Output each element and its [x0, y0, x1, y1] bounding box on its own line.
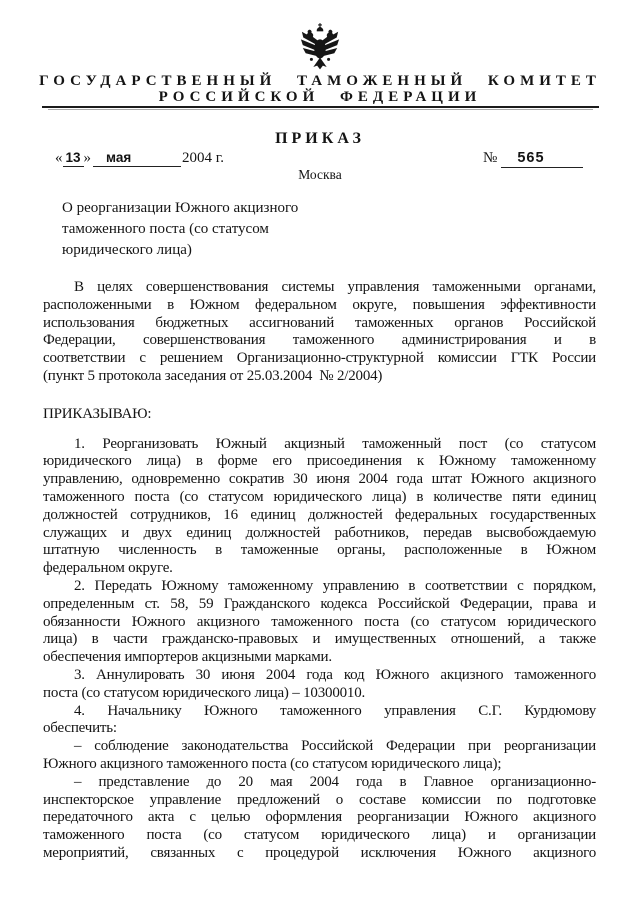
body-line: таможенного поста (со статусом юридического лица) в количестве пяти единиц — [43, 488, 596, 505]
body-line: передаточного акта с целью оформления реорганизации Южного акцизного — [43, 809, 596, 826]
subject-line: таможенного поста (со статусом — [62, 221, 269, 237]
order-item-2 — [43, 578, 596, 667]
body-line: 4. Начальнику Южного таможенного управления С.Г. Курдюмову — [74, 702, 596, 719]
body-line: использования бюджетных ассигнований таможенных органов Российской — [43, 314, 596, 331]
body-line: обеспечения импортеров акцизными марками. — [43, 649, 332, 666]
order-subitem-dash-1 — [43, 738, 596, 774]
order-date — [55, 150, 224, 167]
preamble-paragraph — [43, 279, 596, 386]
directive-word: ПРИКАЗЫВАЮ: — [43, 405, 152, 422]
coat-of-arms-icon — [299, 22, 341, 72]
body-line: 3. Аннулировать 30 июня 2004 года код Южного акцизного таможенного — [74, 666, 596, 683]
body-line: управлению, одновременно сократив 30 июня 2004 года штат Южного акцизного — [43, 471, 596, 488]
body-line: инспекторское управление предложений о составе комиссии по подготовке — [43, 791, 596, 808]
body-line: лица) в части гражданско-правовых и имущественных отношений, а также — [43, 631, 596, 648]
order-body — [43, 279, 596, 863]
body-line: Федерации, совершенствования таможенного администрирования и в — [43, 332, 596, 349]
body-line: обязанности Южного акцизного таможенного поста (со статусом юридического — [43, 613, 596, 630]
body-line: поста (со статусом юридического лица) – 10300010. — [43, 684, 366, 701]
body-line: – представление до 20 мая 2004 года в Главное организационно- — [74, 773, 596, 790]
document-type-title: ПРИКАЗ — [275, 130, 365, 147]
body-line: – соблюдение законодательства Российской Федерации при реорганизации — [74, 738, 596, 755]
body-line: служащих и двух единиц должностей работников, передав высвобождаемую — [43, 524, 596, 541]
number-sign: № — [483, 150, 498, 166]
body-line: должностей сотрудников, 16 единиц должностей федеральных государственных — [43, 506, 596, 523]
body-line: определенным ст. 58, 59 Гражданского кодекса Российской Федерации, права и — [43, 595, 596, 612]
subject-line: юридического лица) — [62, 242, 192, 258]
org-name-line-1: ГОСУДАРСТВЕННЫЙ ТАМОЖЕННЫЙ КОМИТЕТ — [39, 73, 601, 89]
body-line: таможенного поста (со статусом юридического лица) и организации — [43, 827, 596, 844]
body-line: обеспечить: — [43, 720, 117, 737]
date-year: 2004 г. — [182, 150, 224, 166]
body-line: штатную численность в таможенные органы, расположенные в Южном — [43, 542, 596, 559]
body-line: федеральном округе. — [43, 560, 173, 577]
org-name-line-2: РОССИЙСКОЙ ФЕДЕРАЦИИ — [158, 89, 482, 105]
date-month-value: мая — [93, 150, 181, 167]
body-line: расположенными в Южном федеральном округе, повышения эффективности — [43, 296, 596, 313]
order-city: Москва — [298, 167, 342, 182]
close-quote: » — [83, 150, 92, 166]
body-line: мероприятий, связанных с процедурой исключения Южного акцизного — [43, 844, 596, 861]
open-quote: « — [55, 150, 63, 166]
body-line: соответствии с решением Организационно-структурной комиссии ГТК России — [43, 350, 596, 367]
order-item-3 — [43, 667, 596, 703]
order-item-1 — [43, 436, 596, 578]
date-day-value: 13 — [63, 150, 84, 167]
body-line: (пункт 5 протокола заседания от 25.03.2004 № 2/2004) — [43, 367, 383, 384]
header-divider-line — [42, 106, 599, 108]
body-line: 2. Передать Южному таможенному управлению в соответствии с порядком, — [74, 577, 596, 594]
subject-line: О реорганизации Южного акцизного — [62, 200, 299, 216]
order-item-4 — [43, 703, 596, 739]
order-subject — [62, 198, 298, 261]
body-line: юридического лица) в форме его присоединения к Южному таможенному — [43, 453, 596, 470]
body-line: Южного акцизного таможенного поста (со статусом юридического лица); — [43, 755, 502, 772]
order-number — [483, 150, 583, 168]
body-line: 1. Реорганизовать Южный акцизный таможенный пост (со статусом — [74, 435, 596, 452]
body-line: В целях совершенствования системы управления таможенными органами, — [74, 279, 596, 295]
order-subitem-dash-2 — [43, 774, 596, 863]
order-number-value: 565 — [501, 150, 583, 168]
